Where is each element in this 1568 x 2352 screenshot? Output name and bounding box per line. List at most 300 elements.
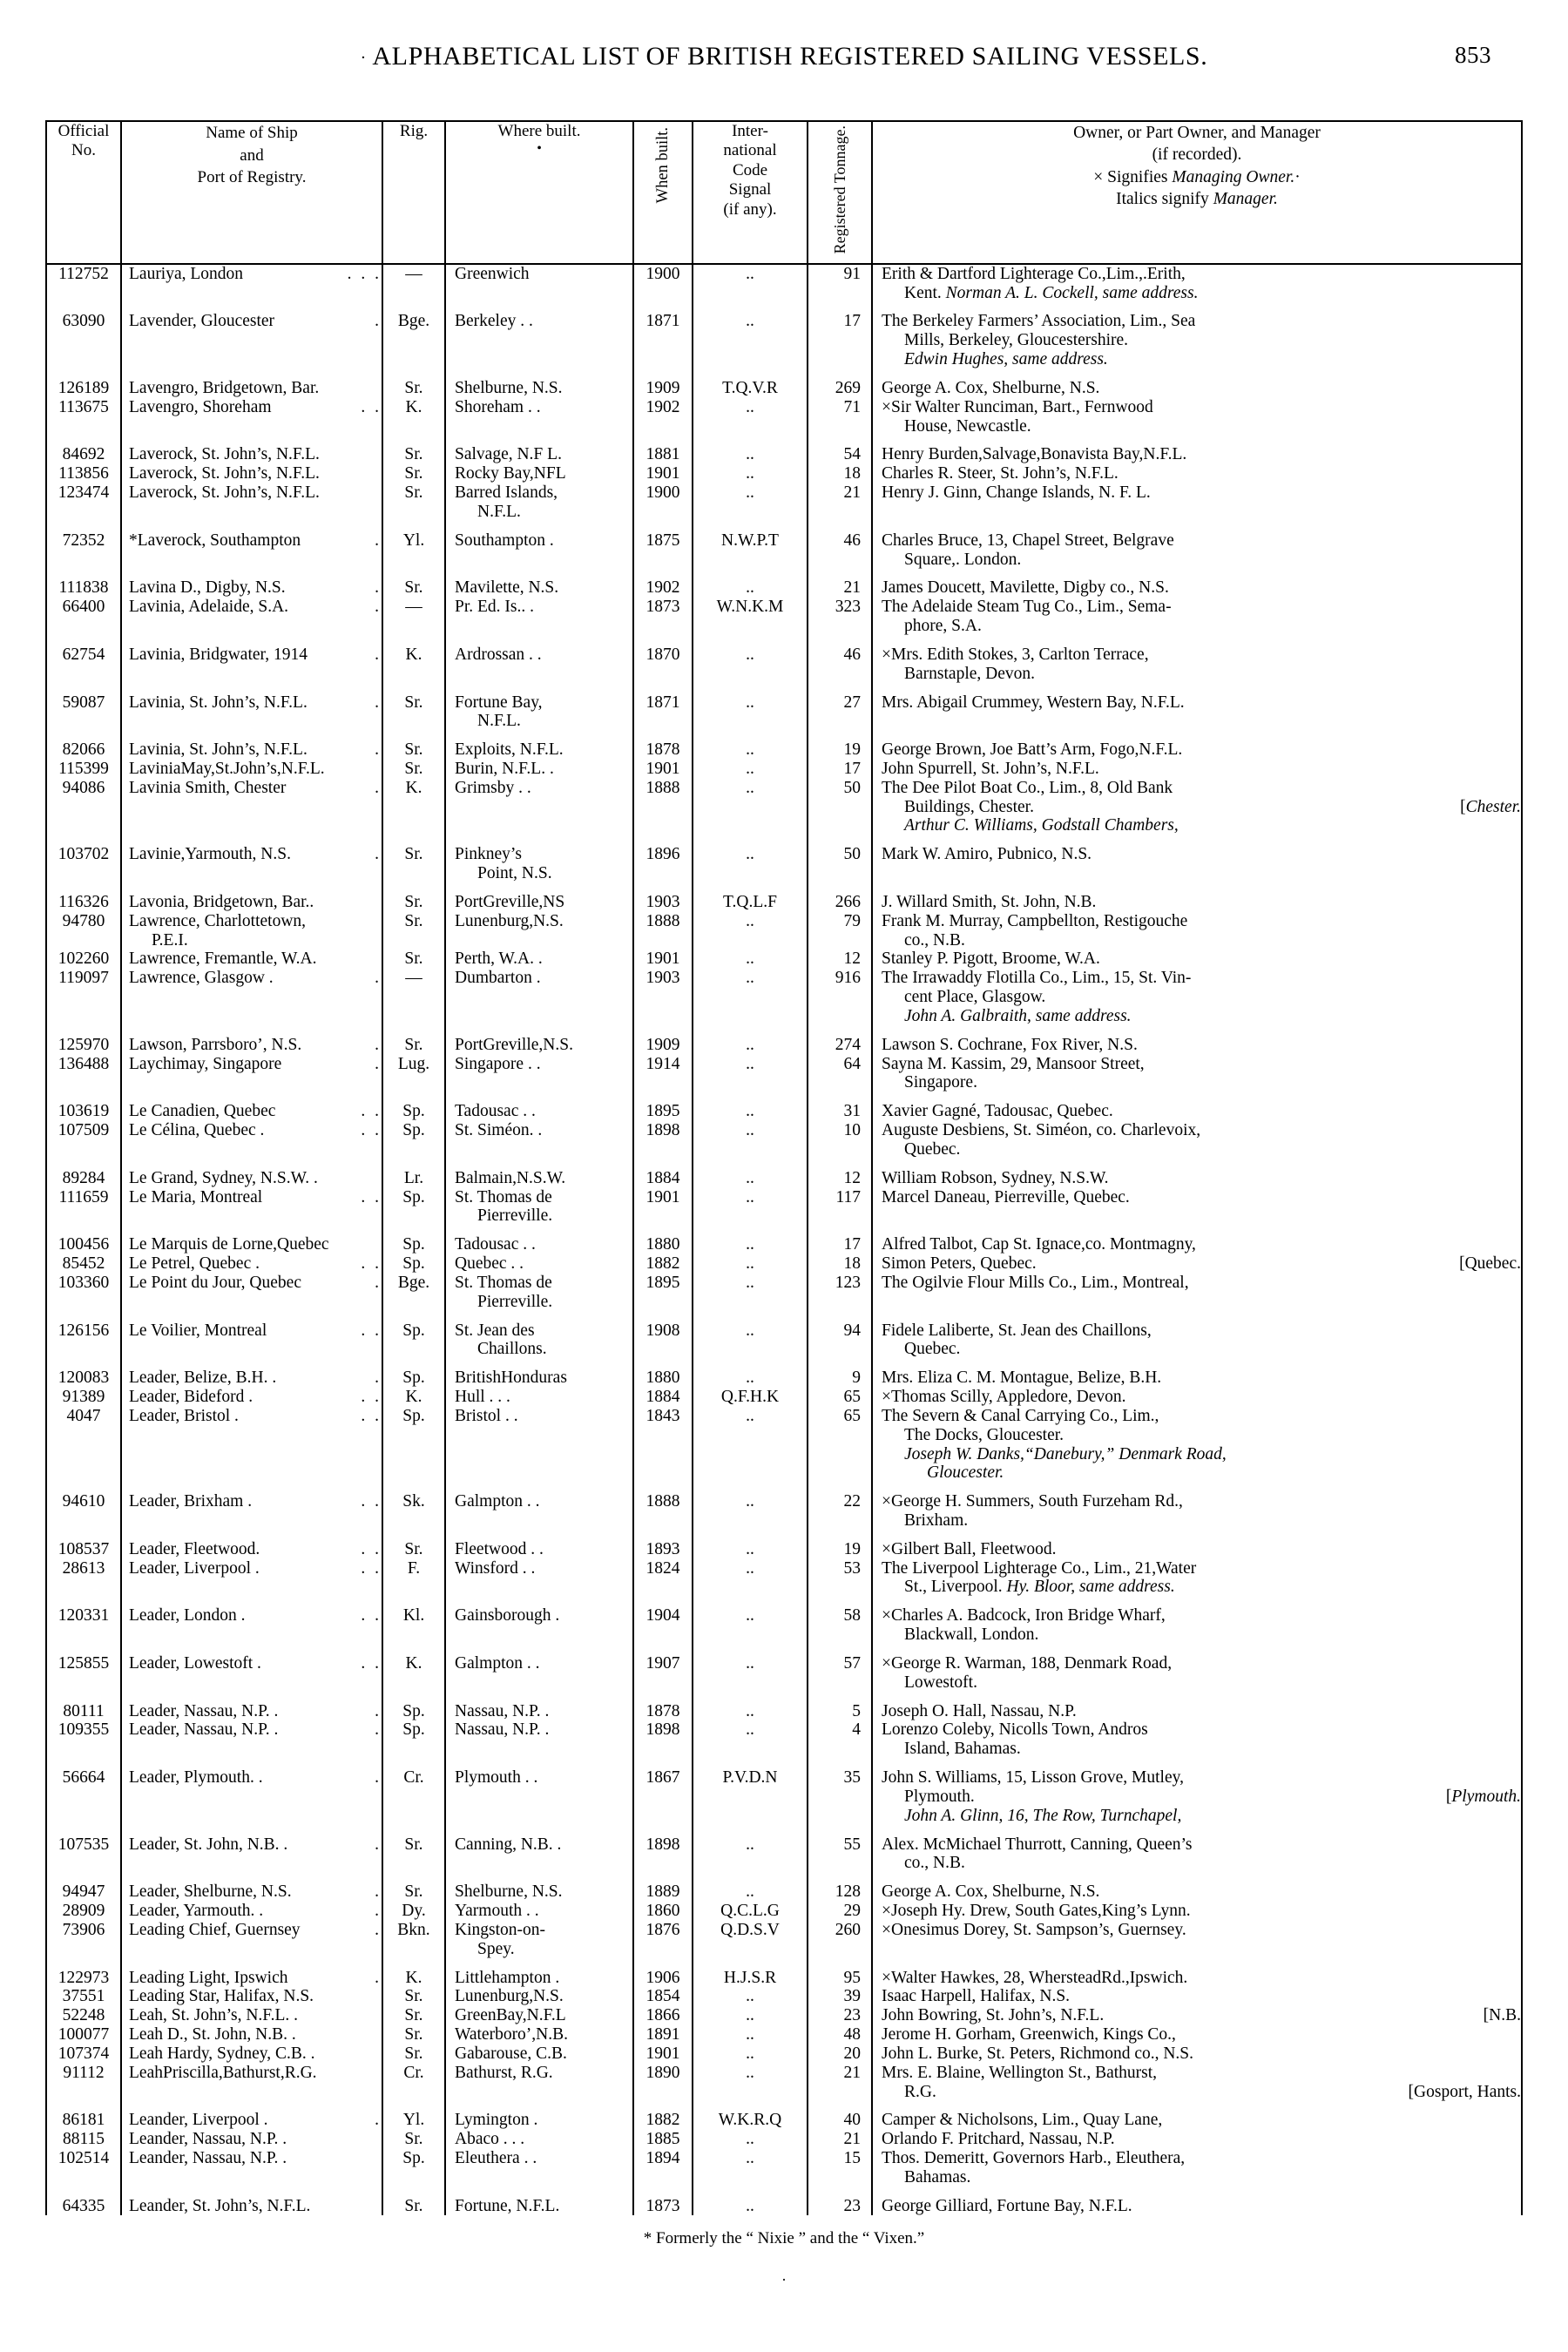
cell-where-built: Nassau, N.P. . [445,1720,633,1759]
cell-owner: Charles R. Steer, St. John’s, N.F.L. [872,464,1522,483]
table-row [46,1921,1522,1959]
cell-owner: J. Willard Smith, St. John, N.B. [872,893,1522,912]
cell-official-no: 84692 [46,445,121,464]
cell-owner: Henry J. Ginn, Change Islands, N. F. L. [872,483,1522,522]
cell-rig: Sr. [382,693,445,732]
cell-owner: Simon Peters, Quebec. [Quebec. [872,1254,1522,1274]
cell-where-built: Galmpton . . [445,1654,633,1693]
table-row [46,1102,1522,1121]
cell-code-signal: .. [693,1235,808,1254]
cell-when-built: 1885 [633,2130,693,2149]
cell-official-no: 120083 [46,1369,121,1388]
cell-ship-name: Leader, Nassau, N.P. . . [121,1702,382,1721]
cell-owner: John Bowring, St. John’s, N.F.L. [N.B. [872,2006,1522,2025]
cell-tonnage: 40 [808,2111,872,2130]
cell-tonnage: 39 [808,1987,872,2006]
table-row [46,2130,1522,2149]
cell-official-no: 111659 [46,1188,121,1227]
table-row-spacer [46,1026,1522,1036]
cell-where-built: Shelburne, N.S. [445,379,633,398]
cell-owner: Charles Bruce, 13, Chapel Street, Belgrave Square,. London. [872,531,1522,570]
cell-when-built: 1882 [633,2111,693,2130]
cell-code-signal: .. [693,1121,808,1159]
cell-when-built: 1909 [633,1036,693,1055]
cell-owner: George A. Cox, Shelburne, N.S. [872,1882,1522,1902]
cell-code-signal: W.K.R.Q [693,2111,808,2130]
cell-rig: F. [382,1559,445,1598]
table-row-spacer [46,522,1522,531]
cell-rig: Sr. [382,2025,445,2044]
cell-owner: ×Sir Walter Runciman, Bart., Fernwood House, Newcastle. [872,398,1522,436]
table-row [46,1882,1522,1902]
cell-ship-name: Lawrence, Glasgow . . [121,969,382,1025]
cell-tonnage: 54 [808,445,872,464]
cell-when-built: 1909 [633,379,693,398]
cell-tonnage: 21 [808,2064,872,2102]
cell-official-no: 4047 [46,1407,121,1483]
table-row [46,2149,1522,2187]
table-row [46,1188,1522,1227]
cell-rig: Yl. [382,2111,445,2130]
cell-official-no: 94610 [46,1492,121,1531]
cell-code-signal: .. [693,1407,808,1483]
cell-rig: Bkn. [382,1921,445,1959]
cell-when-built: 1903 [633,969,693,1025]
cell-tonnage: 266 [808,893,872,912]
cell-when-built: 1843 [633,1407,693,1483]
cell-owner: Frank M. Murray, Campbellton, Restigouche co., N.B. [872,912,1522,950]
cell-official-no: 125855 [46,1654,121,1693]
cell-tonnage: 260 [808,1921,872,1959]
cell-where-built: Hull . . . [445,1388,633,1407]
cell-official-no: 102514 [46,2149,121,2187]
cell-ship-name: Laverock, St. John’s, N.F.L. [121,445,382,464]
cell-code-signal: .. [693,1559,808,1598]
cell-tonnage: 50 [808,845,872,883]
cell-owner: Auguste Desbiens, St. Siméon, co. Charlevoix, Quebec. [872,1121,1522,1159]
cell-when-built: 1824 [633,1559,693,1598]
cell-code-signal: .. [693,645,808,684]
cell-owner: The Irrawaddy Flotilla Co., Lim., 15, St. Vin- cent Place, Glasgow. John A. Galbraith, same address. [872,969,1522,1025]
cell-tonnage: 23 [808,2197,872,2216]
table-row [46,1321,1522,1360]
cell-rig: Sr. [382,950,445,969]
cell-tonnage: 23 [808,2006,872,2025]
cell-official-no: 28909 [46,1902,121,1921]
cell-code-signal: W.N.K.M [693,598,808,636]
cell-where-built: Tadousac . . [445,1102,633,1121]
table-row [46,398,1522,436]
cell-owner: ×Walter Hawkes, 28, WhersteadRd.,Ipswich. [872,1969,1522,1988]
cell-when-built: 1878 [633,740,693,760]
cell-where-built: Quebec . . [445,1254,633,1274]
cell-ship-name: Leader, Belize, B.H. . . [121,1369,382,1388]
table-row [46,760,1522,779]
cell-tonnage: 57 [808,1654,872,1693]
cell-rig: Sr. [382,760,445,779]
cell-owner: Jerome H. Gorham, Greenwich, Kings Co., [872,2025,1522,2044]
cell-official-no: 80111 [46,1702,121,1721]
cell-official-no: 91112 [46,2064,121,2102]
table-row [46,645,1522,684]
cell-where-built: Lunenburg,N.S. [445,1987,633,2006]
cell-where-built: Bathurst, R.G. [445,2064,633,2102]
cell-rig: Bge. [382,1274,445,1312]
table-row [46,1969,1522,1988]
cell-owner: Alex. McMichael Thurrott, Canning, Queen’s co., N.B. [872,1835,1522,1874]
cell-ship-name: Leading Star, Halifax, N.S. [121,1987,382,2006]
cell-rig: — [382,598,445,636]
cell-rig: Sr. [382,445,445,464]
cell-official-no: 94947 [46,1882,121,1902]
cell-ship-name: Le Voilier, Montreal . . [121,1321,382,1360]
cell-when-built: 1873 [633,598,693,636]
table-row [46,1369,1522,1388]
cell-when-built: 1898 [633,1121,693,1159]
cell-owner: Lorenzo Coleby, Nicolls Town, Andros Island, Bahamas. [872,1720,1522,1759]
cell-official-no: 123474 [46,483,121,522]
cell-rig: Sp. [382,1235,445,1254]
table-row-spacer [46,1597,1522,1606]
cell-ship-name: Leader, Lowestoft . . . [121,1654,382,1693]
table-row [46,1388,1522,1407]
cell-official-no: 122973 [46,1969,121,1988]
table-row [46,1654,1522,1693]
cell-official-no: 88115 [46,2130,121,2149]
cell-tonnage: 123 [808,1274,872,1312]
cell-code-signal: .. [693,1492,808,1531]
cell-official-no: 113856 [46,464,121,483]
cell-where-built: Nassau, N.P. . [445,1702,633,1721]
cell-tonnage: 10 [808,1121,872,1159]
cell-where-built: Galmpton . . [445,1492,633,1531]
cell-official-no: 73906 [46,1921,121,1959]
table-row [46,969,1522,1025]
cell-tonnage: 117 [808,1188,872,1227]
cell-ship-name: Lawson, Parrsboro’, N.S. . [121,1036,382,1055]
cell-owner: Mrs. Abigail Crummey, Western Bay, N.F.L. [872,693,1522,732]
cell-owner: George A. Cox, Shelburne, N.S. [872,379,1522,398]
table-row [46,264,1522,303]
table-row [46,2111,1522,2130]
cell-code-signal: .. [693,1654,808,1693]
cell-code-signal: .. [693,1188,808,1227]
table-row [46,578,1522,598]
cell-rig: K. [382,398,445,436]
table-row-spacer [46,684,1522,693]
cell-official-no: 82066 [46,740,121,760]
col-header-official-no [46,121,121,264]
cell-owner: Mark W. Amiro, Pubnico, N.S. [872,845,1522,883]
vessel-list-table [45,120,1523,2215]
table-row [46,1768,1522,1825]
col-header-name-l3: Port of Registry. [197,168,307,187]
cell-code-signal: .. [693,740,808,760]
cell-ship-name: Leah Hardy, Sydney, C.B. . [121,2044,382,2064]
cell-ship-name: Leading Light, Ipswich . [121,1969,382,1988]
cell-tonnage: 9 [808,1369,872,1388]
cell-where-built: Dumbarton . [445,969,633,1025]
table-row [46,312,1522,368]
cell-official-no: 111838 [46,578,121,598]
cell-when-built: 1867 [633,1768,693,1825]
table-row [46,2064,1522,2102]
cell-rig: K. [382,645,445,684]
col-header-code-signal: Inter- national Code Signal (if any). [693,121,808,264]
cell-where-built: Fortune Bay, N.F.L. [445,693,633,732]
cell-tonnage: 27 [808,693,872,732]
col-header-official-no-l1: Official [57,122,110,140]
cell-tonnage: 21 [808,2130,872,2149]
cell-ship-name: Leader, London . . . [121,1606,382,1645]
table-row [46,1540,1522,1559]
cell-official-no: 126156 [46,1321,121,1360]
cell-where-built: Exploits, N.F.L. [445,740,633,760]
cell-when-built: 1908 [633,1321,693,1360]
table-row-spacer [46,883,1522,893]
cell-where-built: BritishHonduras [445,1369,633,1388]
table-row-spacer [46,569,1522,578]
cell-when-built: 1882 [633,1254,693,1274]
cell-tonnage: 95 [808,1969,872,1988]
cell-tonnage: 12 [808,950,872,969]
cell-rig: Sr. [382,845,445,883]
cell-ship-name: Leander, Nassau, N.P. . [121,2130,382,2149]
cell-ship-name: Leah D., St. John, N.B. . [121,2025,382,2044]
cell-code-signal: .. [693,398,808,436]
cell-official-no: 85452 [46,1254,121,1274]
cell-when-built: 1902 [633,578,693,598]
table-row-spacer [46,1483,1522,1492]
col-header-name-l2: and [240,145,264,165]
table-row [46,531,1522,570]
cell-tonnage: 128 [808,1882,872,1902]
cell-ship-name: Lavengro, Shoreham . . [121,398,382,436]
cell-ship-name: Leader, Fleetwood. . . [121,1540,382,1559]
cell-ship-name: Leander, Nassau, N.P. . [121,2149,382,2187]
cell-rig: — [382,264,445,303]
cell-official-no: 103702 [46,845,121,883]
col-header-when-built: When built. [633,121,693,264]
cell-code-signal: P.V.D.N [693,1768,808,1825]
cell-official-no: 64335 [46,2197,121,2216]
cell-ship-name: Leader, Shelburne, N.S. . [121,1882,382,1902]
cell-where-built: Plymouth . . [445,1768,633,1825]
cell-tonnage: 53 [808,1559,872,1598]
cell-when-built: 1870 [633,645,693,684]
table-row [46,464,1522,483]
cell-ship-name: Le Marquis de Lorne,Quebec [121,1235,382,1254]
cell-when-built: 1888 [633,1492,693,1531]
table-row [46,1835,1522,1874]
cell-where-built: Mavilette, N.S. [445,578,633,598]
table-row [46,1606,1522,1645]
cell-where-built: St. Thomas de Pierreville. [445,1274,633,1312]
cell-rig: Sr. [382,2197,445,2216]
cell-code-signal: .. [693,2006,808,2025]
cell-official-no: 119097 [46,969,121,1025]
cell-ship-name: Lavina D., Digby, N.S. . [121,578,382,598]
cell-rig: Sp. [382,1369,445,1388]
cell-official-no: 102260 [46,950,121,969]
cell-when-built: 1898 [633,1835,693,1874]
cell-code-signal: .. [693,845,808,883]
cell-when-built: 1893 [633,1540,693,1559]
cell-rig: Yl. [382,531,445,570]
table-row-spacer [46,1959,1522,1969]
cell-official-no: 94780 [46,912,121,950]
cell-owner: Joseph O. Hall, Nassau, N.P. [872,1702,1522,1721]
table-row-spacer [46,2101,1522,2111]
col-header-official-no-l2: No. [71,141,96,160]
cell-rig: Sp. [382,1254,445,1274]
cell-tonnage: 64 [808,1055,872,1093]
cell-code-signal: T.Q.L.F [693,893,808,912]
table-row-spacer [46,1693,1522,1702]
cell-ship-name: Leah, St. John’s, N.F.L. . [121,2006,382,2025]
cell-ship-name: Lavengro, Bridgetown, Bar. [121,379,382,398]
cell-official-no: 56664 [46,1768,121,1825]
cell-tonnage: 50 [808,779,872,835]
cell-owner: ×Gilbert Ball, Fleetwood. [872,1540,1522,1559]
cell-tonnage: 274 [808,1036,872,1055]
page-number: 853 [1455,42,1491,68]
table-row-spacer [46,1826,1522,1835]
cell-code-signal: .. [693,445,808,464]
cell-ship-name: Leader, Bristol . . . [121,1407,382,1483]
cell-official-no: 126189 [46,379,121,398]
cell-code-signal: .. [693,1540,808,1559]
cell-code-signal: .. [693,1102,808,1121]
cell-when-built: 1866 [633,2006,693,2025]
cell-owner: Stanley P. Pigott, Broome, W.A. [872,950,1522,969]
footnote: * Formerly the “ Nixie ” and the “ Vixen.” [643,2229,925,2248]
cell-tonnage: 17 [808,1235,872,1254]
cell-where-built: St. Thomas de Pierreville. [445,1188,633,1227]
cell-owner: The Adelaide Steam Tug Co., Lim., Sema- phore, S.A. [872,598,1522,636]
cell-official-no: 113675 [46,398,121,436]
cell-when-built: 1860 [633,1902,693,1921]
cell-where-built: PortGreville,NS [445,893,633,912]
cell-tonnage: 65 [808,1407,872,1483]
table-row [46,1055,1522,1093]
cell-official-no: 112752 [46,264,121,303]
cell-tonnage: 65 [808,1388,872,1407]
table-row [46,912,1522,950]
cell-rig: Sp. [382,1121,445,1159]
cell-when-built: 1876 [633,1921,693,1959]
cell-ship-name: Lawrence, Fremantle, W.A. [121,950,382,969]
table-row-spacer [46,731,1522,740]
cell-ship-name: LaviniaMay,St.John’s,N.F.L. [121,760,382,779]
cell-rig: Sp. [382,1407,445,1483]
cell-tonnage: 20 [808,2044,872,2064]
cell-owner: The Severn & Canal Carrying Co., Lim., The Docks, Gloucester. Joseph W. Danks,“Danebury,” Denmark Road, Gloucester. [872,1407,1522,1483]
cell-rig: Sr. [382,1882,445,1902]
cell-when-built: 1901 [633,464,693,483]
cell-code-signal: .. [693,1882,808,1902]
cell-official-no: 72352 [46,531,121,570]
cell-ship-name: Le Célina, Quebec . . . [121,1121,382,1159]
cell-when-built: 1898 [633,1720,693,1759]
table-row-spacer [46,2187,1522,2197]
table-row [46,1407,1522,1483]
cell-where-built: Ardrossan . . [445,645,633,684]
table-row [46,2044,1522,2064]
table-row-spacer [46,302,1522,312]
cell-code-signal: .. [693,760,808,779]
cell-where-built: Southampton . [445,531,633,570]
cell-official-no: 28613 [46,1559,121,1598]
cell-where-built: Pr. Ed. Is.. . [445,598,633,636]
col-header-registered-tonnage: Registered Tonnage. [808,121,872,264]
cell-owner: ×George R. Warman, 188, Denmark Road, Lowestoft. [872,1654,1522,1693]
cell-owner: Sayna M. Kassim, 29, Mansoor Street, Singapore. [872,1055,1522,1093]
table-row [46,1702,1522,1721]
cell-ship-name: Leander, St. John’s, N.F.L. [121,2197,382,2216]
cell-official-no: 66400 [46,598,121,636]
cell-where-built: Bristol . . [445,1407,633,1483]
cell-when-built: 1894 [633,2149,693,2187]
cell-owner: Marcel Daneau, Pierreville, Quebec. [872,1188,1522,1227]
cell-code-signal: .. [693,779,808,835]
table-row [46,740,1522,760]
cell-code-signal: Q.D.S.V [693,1921,808,1959]
cell-when-built: 1871 [633,693,693,732]
cell-official-no: 100077 [46,2025,121,2044]
cell-ship-name: Le Point du Jour, Quebec . [121,1274,382,1312]
cell-code-signal: .. [693,2064,808,2102]
cell-official-no: 100456 [46,1235,121,1254]
cell-tonnage: 22 [808,1492,872,1531]
cell-code-signal: .. [693,912,808,950]
page-title: · ALPHABETICAL LIST OF BRITISH REGISTERED SAILING VESSELS. [360,42,1208,71]
cell-when-built: 1900 [633,264,693,303]
cell-rig: Sr. [382,1987,445,2006]
cell-ship-name: Leader, Yarmouth. . . [121,1902,382,1921]
cell-official-no: 37551 [46,1987,121,2006]
cell-official-no: 115399 [46,760,121,779]
cell-ship-name: Leading Chief, Guernsey . [121,1921,382,1959]
table-row-spacer [46,1873,1522,1882]
cell-where-built: Greenwich [445,264,633,303]
cell-when-built: 1890 [633,2064,693,2102]
cell-ship-name: Laverock, St. John’s, N.F.L. [121,464,382,483]
cell-where-built: Canning, N.B. . [445,1835,633,1874]
table-row [46,2197,1522,2216]
cell-owner: Erith & Dartford Lighterage Co.,Lim.,.Erith, Kent. Norman A. L. Cockell, same address. [872,264,1522,303]
table-row [46,1902,1522,1921]
cell-tonnage: 46 [808,645,872,684]
cell-when-built: 1891 [633,2025,693,2044]
cell-owner: The Berkeley Farmers’ Association, Lim., Sea Mills, Berkeley, Gloucestershire. Edwin Hughes, same address. [872,312,1522,368]
col-header-owner-l4: Italics signify Manager. [1116,190,1278,209]
table-wrapper [0,120,1568,2215]
cell-code-signal: .. [693,1254,808,1274]
cell-code-signal: .. [693,693,808,732]
cell-owner: George Brown, Joe Batt’s Arm, Fogo,N.F.L. [872,740,1522,760]
cell-official-no: 86181 [46,2111,121,2130]
cell-ship-name: Lavinia, Bridgwater, 1914 . [121,645,382,684]
cell-official-no: 63090 [46,312,121,368]
cell-ship-name: Lavinia, St. John’s, N.F.L. . [121,740,382,760]
cell-rig: K. [382,779,445,835]
table-row [46,779,1522,835]
table-row [46,2006,1522,2025]
cell-where-built: Burin, N.F.L. . [445,760,633,779]
table-row [46,1036,1522,1055]
cell-when-built: 1904 [633,1606,693,1645]
